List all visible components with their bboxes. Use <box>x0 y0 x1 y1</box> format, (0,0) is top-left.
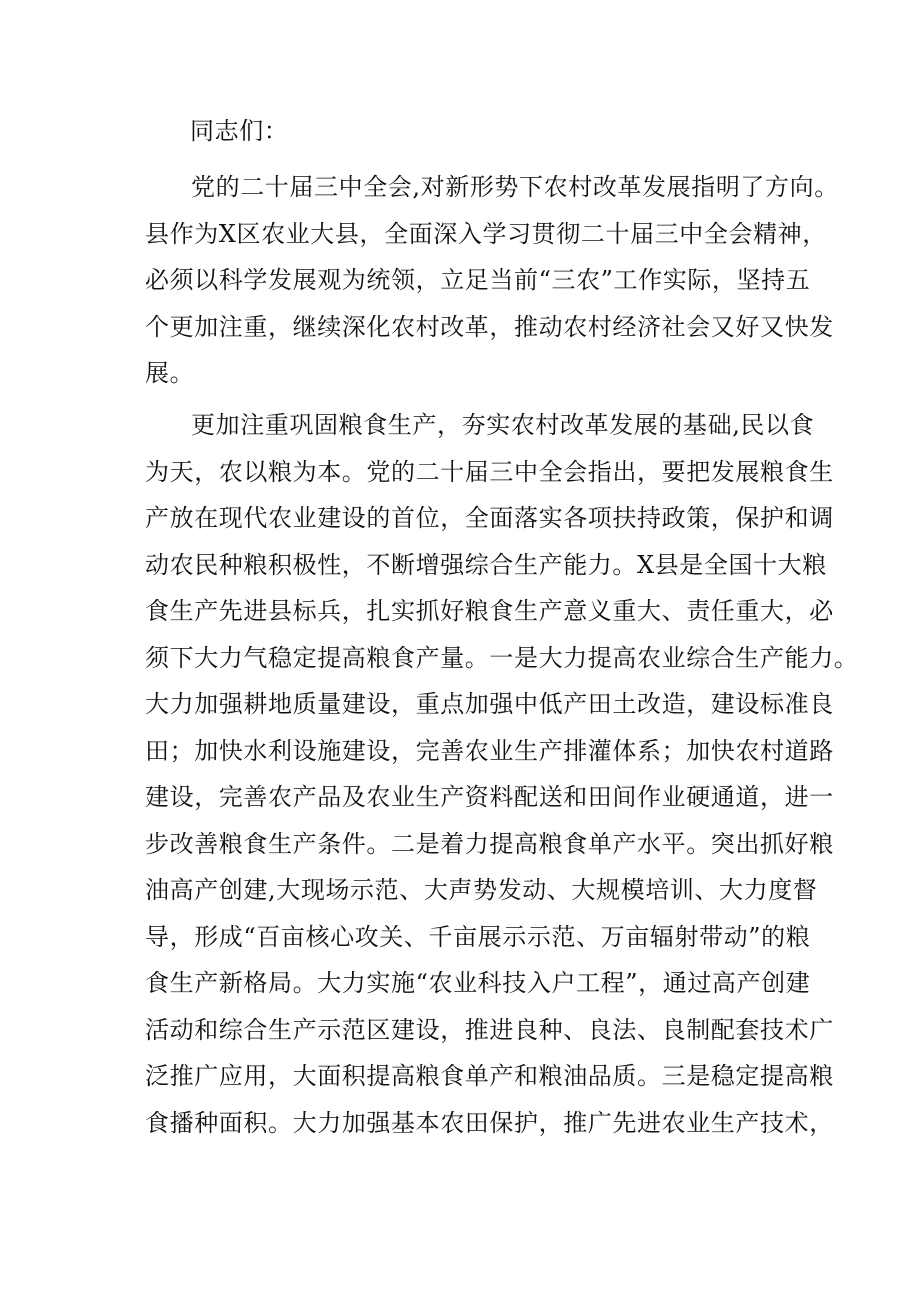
paragraph-line: 展。 <box>145 359 195 387</box>
paragraph-line: 食生产新格局。大力实施“农业科技入户工程”，通过高产创建 <box>145 969 811 997</box>
paragraph-line: 活动和综合生产示范区建设，推进良种、良法、良制配套技术广 <box>145 1015 834 1044</box>
paragraph-line: 油高产创建,大现场示范、大声势发动、大规模培训、大力度督 <box>145 876 818 904</box>
paragraph-line: 食生产先进县标兵，扎实抓好粮食生产意义重大、责任重大，必 <box>145 597 834 625</box>
paragraph-line: 更加注重巩固粮食生产，夯实农村改革发展的基础,民以食 <box>191 411 815 439</box>
greeting: 同志们： <box>190 117 289 145</box>
paragraph-line: 田；加快水利设施建设，完善农业生产排灌体系；加快农村道路 <box>145 736 834 765</box>
paragraph-line: 党的二十届三中全会,对新形势下农村改革发展指明了方向。 <box>191 173 839 201</box>
paragraph-line: 建设，完善农产品及农业生产资料配送和田间作业硬通道，进一 <box>145 783 834 811</box>
paragraph-intro <box>145 164 839 397</box>
paragraph-line: 为天，农以粮为本。党的二十届三中全会指出，要把发展粮食生 <box>145 457 834 486</box>
paragraph-line: 产放在现代农业建设的首位，全面落实各项扶持政策，保护和调 <box>145 504 834 532</box>
paragraph-grain-production <box>145 402 859 1146</box>
paragraph-line: 步改善粮食生产条件。二是着力提高粮食单产水平。突出抓好粮 <box>145 829 834 858</box>
paragraph-line: 必须以科学发展观为统领，立足当前“三农”工作实际，坚持五 <box>145 266 811 294</box>
paragraph-line: 个更加注重，继续深化农村改革，推动农村经济社会又好又快发 <box>145 312 834 341</box>
paragraph-line: 导，形成“百亩核心攻关、千亩展示示范、万亩辐射带动”的粮 <box>145 922 811 951</box>
paragraph-line: 大力加强耕地质量建设，重点加强中低产田土改造，建设标准良 <box>145 690 834 718</box>
paragraph-line: 泛推广应用，大面积提高粮食单产和粮油品质。三是稳定提高粮 <box>145 1062 834 1090</box>
paragraph-line: 食播种面积。大力加强基本农田保护，推广先进农业生产技术， <box>145 1108 834 1137</box>
paragraph-line: 县作为X区农业大县，全面深入学习贯彻二十届三中全会精神， <box>145 219 827 248</box>
paragraph-line: 动农民种粮积极性，不断增强综合生产能力。X县是全国十大粮 <box>145 550 827 579</box>
paragraph-line: 须下大力气稳定提高粮食产量。一是大力提高农业综合生产能力。 <box>145 643 859 672</box>
